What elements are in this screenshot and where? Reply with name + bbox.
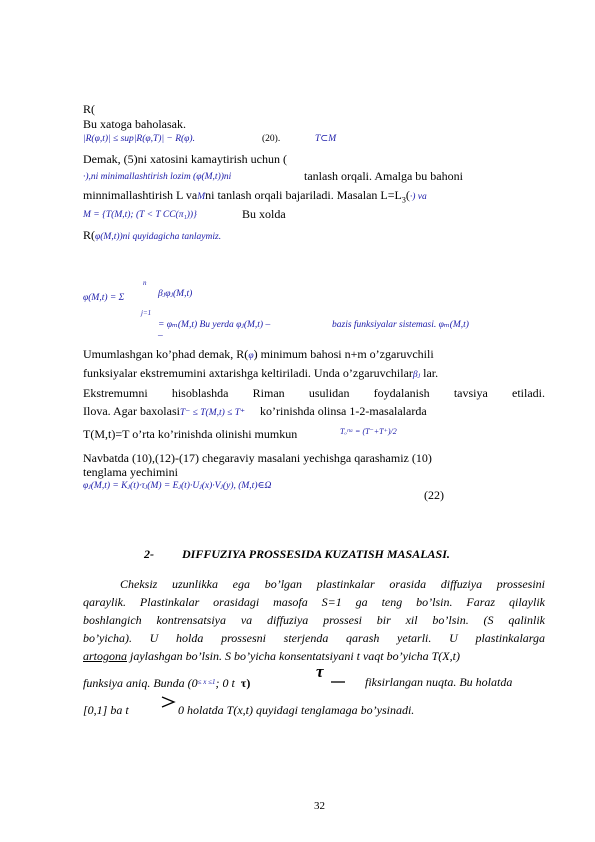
equation-set-m: M = {T(M,t); (T < T CC(π₁))} [83, 210, 197, 220]
text-line [83, 366, 438, 382]
text-fragment: ni tanlash orqali bajariladi. Masalan L=L [205, 188, 402, 202]
subscript: 3 [401, 195, 406, 205]
equation-inline: φ(M,t))ni quyidagicha tanlaymiz. [95, 232, 222, 242]
text-line [83, 347, 434, 363]
equation-inline: βⱼ [412, 370, 421, 380]
tau-symbol: τ [316, 662, 324, 681]
text-fragment: R( [83, 228, 95, 242]
text-fragment: ) minimum bahosi n+m o’zgaruvchili [253, 347, 434, 361]
equation-inline: bazis funksiyalar sistemasi. φₘ(M,t) [332, 320, 469, 330]
text-fragment: funksiyalar ekstremumini axtarishga keltiriladi. Unda o’zgaruvchilar [83, 366, 413, 380]
paragraph-line: 0 holatda T(x,t) quyidagi tenglamaga bo’ysinadi. [178, 703, 415, 717]
text-fragment: minnimallashtirish L va [83, 188, 198, 202]
text-fragment: funksiya aniq. Bunda (0 [83, 676, 198, 690]
page-number: 32 [314, 800, 325, 812]
text-fragment: τ) [240, 676, 251, 690]
equation-inline: ≤ x ≤1 [197, 678, 216, 686]
paragraph-line: bo’yicha). U holda prossesni sterjenda qarash yetarli. U plastinkalarga [83, 631, 545, 645]
section-title: DIFFUZIYA PROSSESIDA KUZATISH MASALASI. [182, 547, 450, 561]
text-fragment: Umumlashgan ko’phad demak, R( [83, 347, 249, 361]
text-fragment: lar. [423, 366, 439, 380]
text-fragment: ; 0 t [215, 676, 235, 690]
paragraph-line [83, 675, 250, 690]
text-line: T(M,t)=T o’rta ko’rinishda olinishi mumkun [83, 427, 298, 441]
sum-upper-limit: n [143, 279, 147, 287]
text-line: R( [83, 102, 95, 116]
equation-number: (22) [424, 488, 444, 502]
equation-inline: = φₘ(M,t) Bu yerda φⱼ(M,t) – [158, 320, 271, 330]
equation-inline: φ [248, 351, 254, 361]
equation-inline: T⊂M [315, 134, 337, 144]
text-line: tanlash orqali. Amalga bu bahoni [304, 169, 463, 183]
equation-inline: M [197, 192, 206, 202]
equation-inline: ·),ni minimallashtirish lozim (φ(M,t))ni [83, 172, 232, 182]
text-line: Ekstremumni hisoblashda Riman usulidan foydalanish tavsiya etiladi. [83, 386, 545, 400]
greater-than-symbol [160, 695, 176, 709]
text-line [83, 228, 221, 244]
paragraph-line [83, 649, 460, 663]
paragraph-line: qaraylik. Plastinkalar orasidagi masofa S=1 ga teng bo’lsin. Faraz qilaylik [83, 595, 545, 609]
text-fragment: ko’rinishda olinsa 1-2-masalalarda [260, 404, 427, 418]
text-line [83, 188, 427, 207]
equation-22: φⱼ(M,t) = Kⱼ(t)·τⱼ(M) = Eⱼ(t)·Uⱼ(x)·Vⱼ(y), (M,t)∈Ω [83, 481, 272, 491]
text-fragment: Ilova. Agar baxolasi [83, 404, 180, 418]
sum-lower-limit: j=1 [141, 309, 152, 317]
section-number: 2- [144, 547, 154, 561]
paragraph-line: Cheksiz uzunlikka ega bo’lgan plastinkalar orasida diffuziya prossesini [120, 577, 545, 591]
text-line: Bu xatoga baholasak. [83, 117, 186, 131]
dash-mark: – [158, 331, 163, 341]
sum-lhs: φ(M,t) = Σ [83, 293, 125, 303]
paragraph-line: [0,1] ba t [83, 703, 129, 717]
equation-number: (20). [262, 134, 281, 144]
text-line: Bu xolda [242, 207, 286, 221]
sum-rhs: βⱼφⱼ(M,t) [158, 289, 193, 299]
text-line: tenglama yechimini [83, 465, 178, 479]
paragraph-line: boshlangich kontrensatsiya va diffuziya prossesi bir xil bo’lsin. (S qalinlik [83, 613, 545, 627]
underlined-word: artogona [83, 649, 128, 663]
dash-mark [331, 680, 345, 684]
equation-inline: ·) va [409, 192, 427, 202]
text-line: Demak, (5)ni xatosini kamaytirish uchun ( [83, 152, 287, 166]
equation-20: |R(φ,t)| ≤ sup|R(φ,T)| − R(φ). [83, 134, 195, 144]
equation-inline: Tₒʳᵗᵃ = (T⁻+T⁺)/2 [340, 427, 397, 436]
equation-inline: T⁻ ≤ T(M,t) ≤ T⁺ [179, 408, 246, 418]
text-line [83, 404, 427, 420]
text-line: Navbatda (10),(12)-(17) chegaraviy masalani yechishga qarashamiz (10) [83, 451, 432, 465]
paragraph-line: fiksirlangan nuqta. Bu holatda [365, 675, 513, 689]
text-fragment: ( [405, 188, 410, 202]
text-fragment: jaylashgan bo’lsin. S bo’yicha konsentatsiyani t vaqt bo’yicha T(X,t) [130, 649, 460, 663]
